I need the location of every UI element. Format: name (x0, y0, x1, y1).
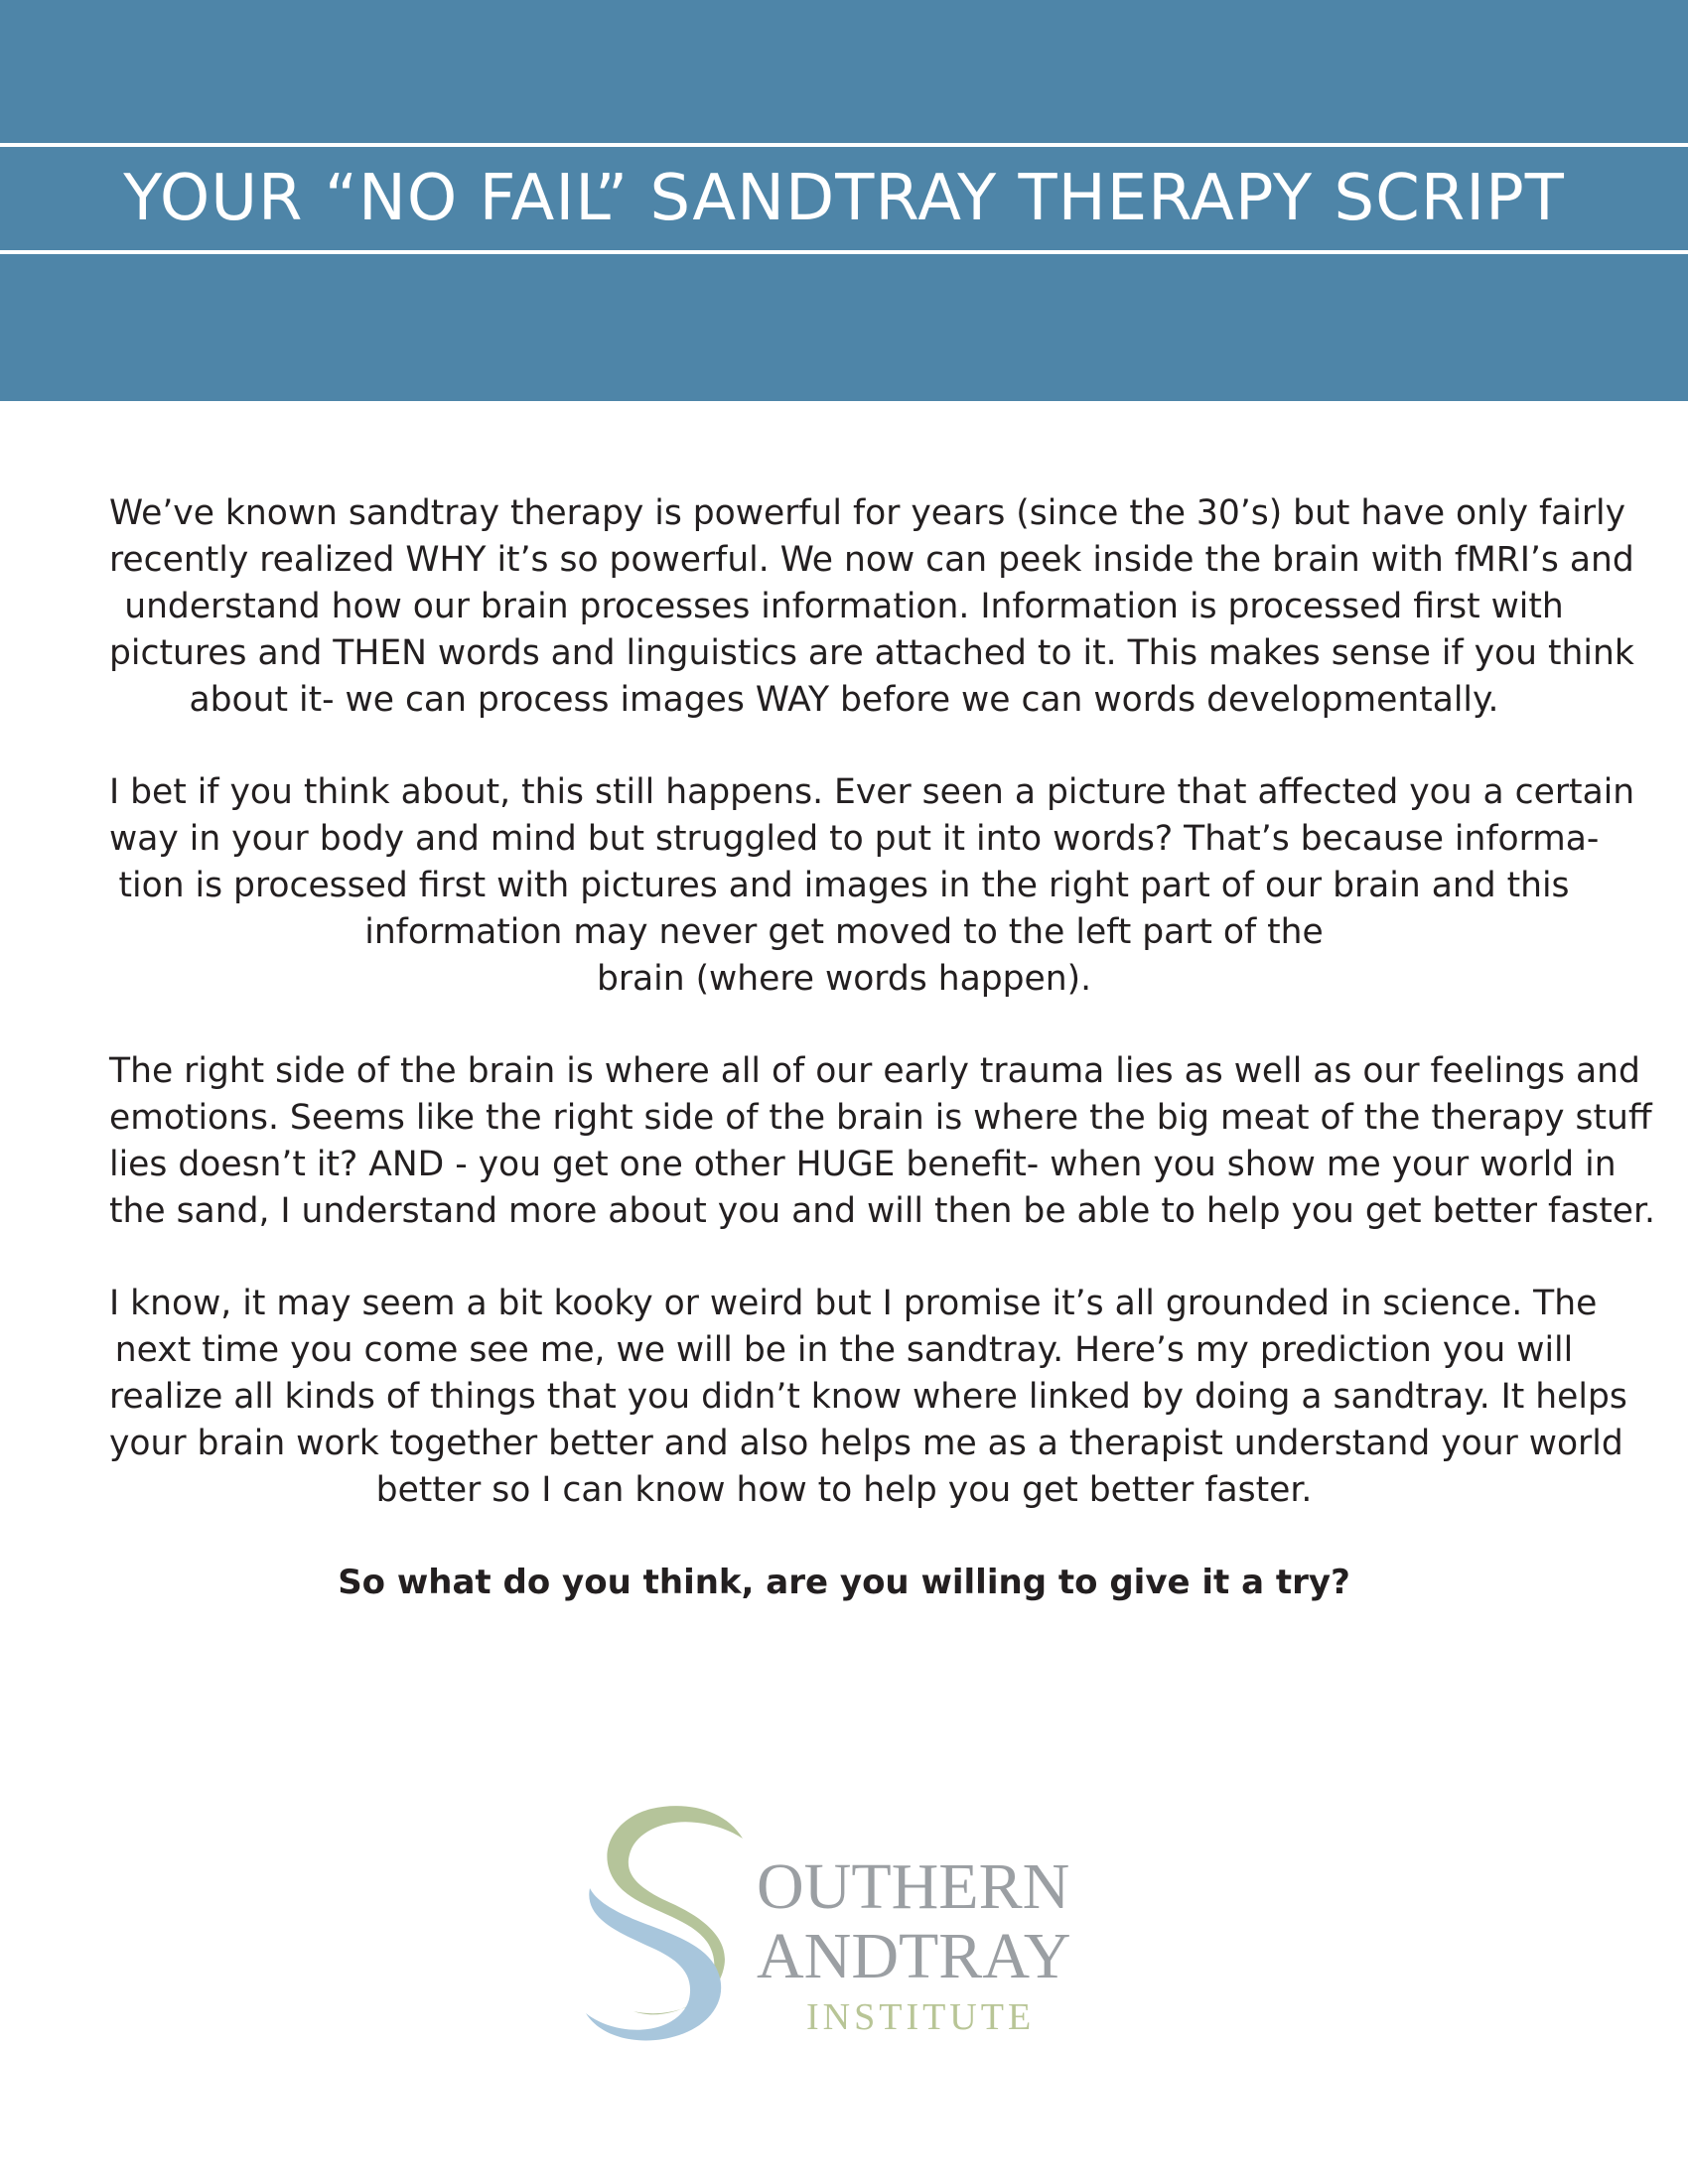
paragraph-line: next time you come see me, we will be in the sandtray. Here’s my prediction you will (114, 1330, 1574, 1370)
paragraph-line: The right side of the brain is where all of our early trauma lies as well as our feelings and (109, 1051, 1640, 1091)
logo-text-outhern: OUTHERN (757, 1850, 1070, 1923)
paragraph-line: your brain work together better and also helps me as a therapist understand your world (109, 1424, 1623, 1463)
paragraph-line: brain (where words happen). (596, 959, 1092, 999)
header-rule-bottom (0, 250, 1688, 254)
paragraph-line: understand how our brain processes information. Information is processed first with (124, 587, 1564, 626)
logo-swoosh-green (607, 1806, 743, 2014)
logo-text-institute: INSTITUTE (806, 1996, 1036, 2038)
paragraph-line: We’ve known sandtray therapy is powerful for years (since the 30’s) but have only fairly (109, 493, 1626, 533)
paragraph-line: tion is processed first with pictures and images in the right part of our brain and this (118, 866, 1570, 905)
paragraph-line: lies doesn’t it? AND - you get one other HUGE benefit- when you show me your world in (109, 1145, 1617, 1184)
paragraph-line: way in your body and mind but struggled to put it into words? That’s because informa- (109, 819, 1600, 859)
paragraph-3 (109, 1048, 1655, 1235)
paragraph-line: I bet if you think about, this still happens. Ever seen a picture that affected you a certain (109, 772, 1635, 812)
paragraph-line: the sand, I understand more about you and will then be able to help you get better faster. (109, 1191, 1655, 1231)
header-band (0, 0, 1688, 401)
paragraph-line: about it- we can process images WAY before we can words developmentally. (189, 680, 1499, 720)
logo-text-andtray: ANDTRAY (757, 1920, 1071, 1992)
paragraph-4 (109, 1281, 1627, 1514)
institute-logo (576, 1797, 1112, 2045)
closing-question: So what do you think, are you willing to give it a try? (338, 1563, 1350, 1602)
double-s-swoosh-icon (576, 1797, 755, 2045)
paragraph-line: pictures and THEN words and linguistics are attached to it. This makes sense if you think (109, 633, 1634, 673)
page-title: YOUR “NO FAIL” SANDTRAY THERAPY SCRIPT (123, 162, 1565, 235)
paragraph-line: better so I can know how to help you get better faster. (375, 1470, 1313, 1510)
paragraph-line: I know, it may seem a bit kooky or weird but I promise it’s all grounded in science. The (109, 1284, 1598, 1323)
paragraph-2 (109, 769, 1635, 1003)
paragraph-line: information may never get moved to the left part of the (364, 912, 1324, 952)
paragraph-line: emotions. Seems like the right side of the brain is where the big meat of the therapy stuff (109, 1098, 1652, 1138)
paragraph-line: recently realized WHY it’s so powerful. We now can peek inside the brain with fMRI’s and (109, 540, 1634, 580)
body-text (109, 490, 1655, 1606)
paragraph-line: realize all kinds of things that you didn’t know where linked by doing a sandtray. It helps (109, 1377, 1627, 1417)
header-rule-top (0, 143, 1688, 147)
paragraph-1 (109, 490, 1634, 724)
logo-swoosh-blue (586, 1888, 721, 2040)
